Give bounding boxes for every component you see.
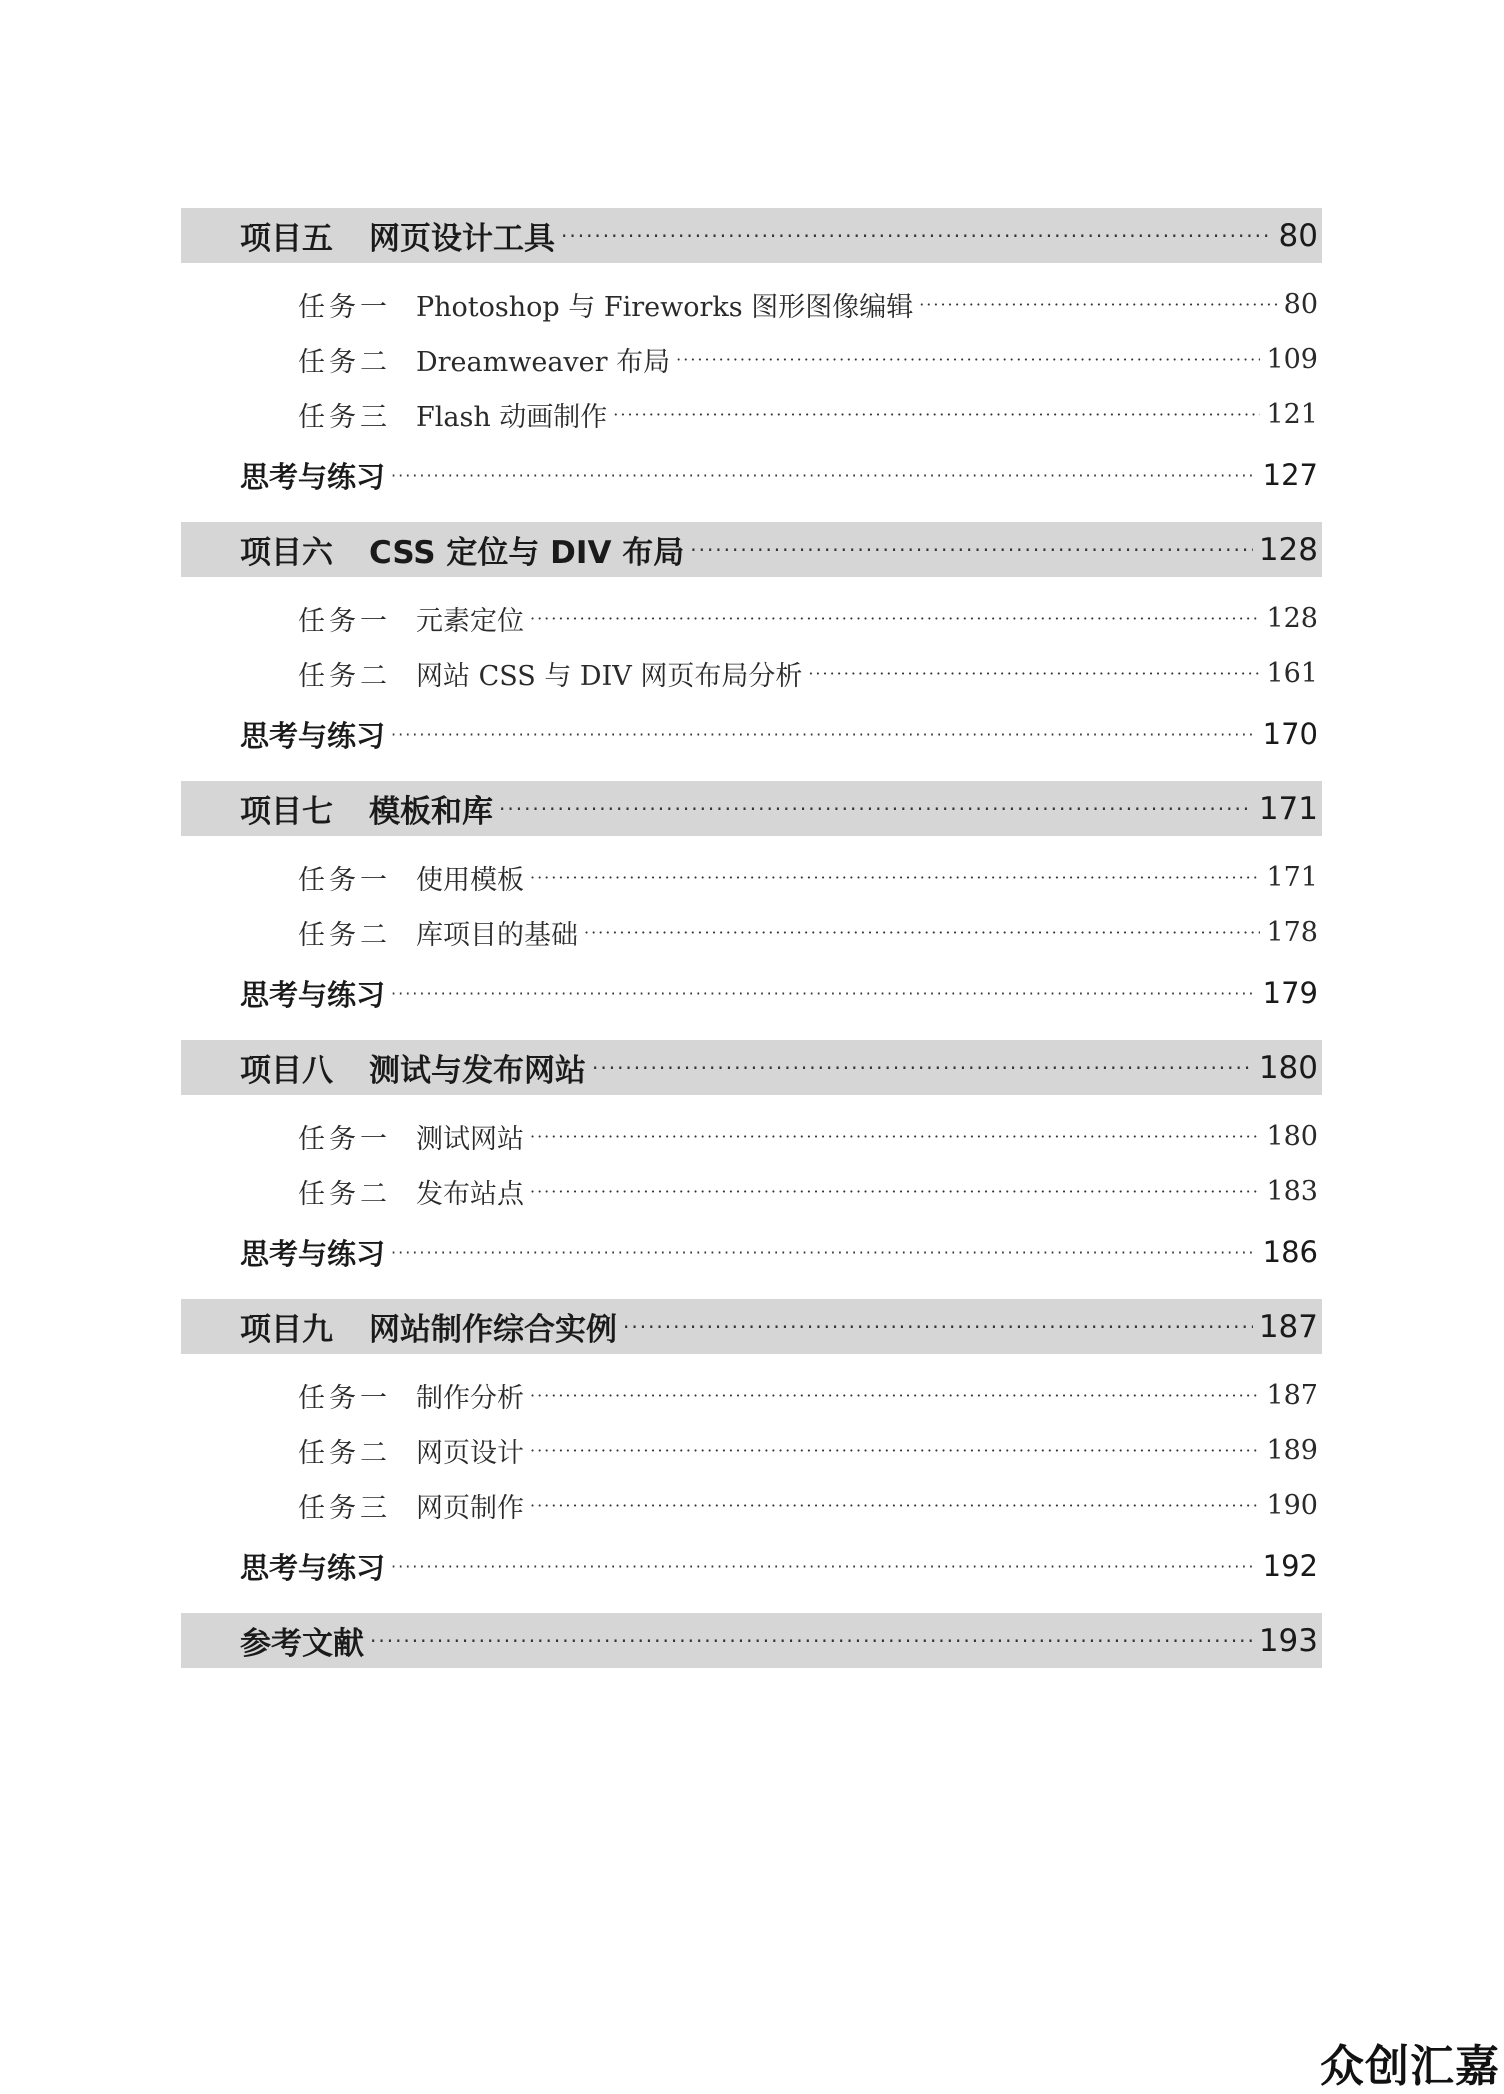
leader-dots bbox=[391, 466, 1257, 485]
task-title: 网页设计 bbox=[416, 1438, 524, 1469]
task-entry[interactable] bbox=[181, 277, 1322, 332]
leader-dots bbox=[676, 350, 1260, 369]
leader-dots bbox=[530, 1386, 1260, 1405]
leader-dots bbox=[391, 725, 1257, 744]
task-title: 发布站点 bbox=[416, 1179, 524, 1210]
task-title: 元素定位 bbox=[416, 606, 524, 637]
task-number: 任务一 bbox=[298, 865, 391, 896]
page-number: 161 bbox=[1266, 658, 1318, 689]
exercise-label: 思考与练习 bbox=[240, 1550, 386, 1585]
task-entry[interactable] bbox=[181, 646, 1322, 701]
page-number: 183 bbox=[1266, 1176, 1318, 1207]
task-entry[interactable] bbox=[181, 591, 1322, 646]
exercise-entry[interactable] bbox=[181, 1533, 1322, 1599]
task-number: 任务二 bbox=[298, 1438, 391, 1469]
page-number: 179 bbox=[1262, 976, 1318, 1010]
task-entry[interactable] bbox=[181, 1478, 1322, 1533]
task-title: 测试网站 bbox=[416, 1124, 524, 1155]
page-number: 170 bbox=[1262, 717, 1318, 751]
table-of-contents bbox=[181, 208, 1322, 1668]
leader-dots bbox=[530, 1182, 1260, 1201]
project-heading[interactable] bbox=[181, 208, 1322, 263]
task-number: 任务三 bbox=[298, 402, 391, 433]
page-number: 189 bbox=[1266, 1435, 1318, 1466]
exercise-entry[interactable] bbox=[181, 701, 1322, 767]
page-number: 187 bbox=[1266, 1380, 1318, 1411]
leader-dots bbox=[530, 1127, 1260, 1146]
project-number: 项目八 bbox=[240, 1053, 333, 1089]
leader-dots bbox=[391, 1243, 1257, 1262]
page-number: 109 bbox=[1266, 344, 1318, 375]
leader-dots bbox=[530, 609, 1260, 628]
task-number: 任务一 bbox=[298, 606, 391, 637]
task-title: 网页制作 bbox=[416, 1493, 524, 1524]
leader-dots bbox=[561, 224, 1273, 248]
leader-dots bbox=[530, 1441, 1260, 1460]
task-title: 制作分析 bbox=[416, 1383, 524, 1414]
leader-dots bbox=[613, 405, 1260, 424]
page-number: 192 bbox=[1262, 1549, 1318, 1583]
task-number: 任务二 bbox=[298, 920, 391, 951]
page-number: 128 bbox=[1266, 603, 1318, 634]
task-entry[interactable] bbox=[181, 1368, 1322, 1423]
project-title: 网站制作综合实例 bbox=[369, 1312, 617, 1348]
page-number: 180 bbox=[1258, 1049, 1318, 1086]
task-title: Photoshop 与 Fireworks 图形图像编辑 bbox=[416, 292, 914, 323]
page-number: 187 bbox=[1258, 1308, 1318, 1345]
leader-dots bbox=[808, 664, 1260, 683]
page-number: 80 bbox=[1283, 289, 1318, 320]
project-number: 项目七 bbox=[240, 794, 333, 830]
task-title: 网站 CSS 与 DIV 网页布局分析 bbox=[416, 661, 803, 692]
task-title: Dreamweaver 布局 bbox=[416, 347, 671, 378]
leader-dots bbox=[690, 538, 1253, 562]
references-heading[interactable] bbox=[181, 1613, 1322, 1668]
leader-dots bbox=[623, 1315, 1253, 1339]
leader-dots bbox=[919, 295, 1277, 314]
references-label: 参考文献 bbox=[240, 1626, 364, 1662]
page-number: 186 bbox=[1262, 1235, 1318, 1269]
project-title: 模板和库 bbox=[369, 794, 493, 830]
project-title: CSS 定位与 DIV 布局 bbox=[369, 535, 685, 571]
project-heading[interactable] bbox=[181, 522, 1322, 577]
exercise-label: 思考与练习 bbox=[240, 1236, 386, 1271]
exercise-label: 思考与练习 bbox=[240, 718, 386, 753]
leader-dots bbox=[530, 1496, 1260, 1515]
task-entry[interactable] bbox=[181, 1164, 1322, 1219]
task-entry[interactable] bbox=[181, 905, 1322, 960]
task-title: 库项目的基础 bbox=[416, 920, 578, 951]
task-title: 使用模板 bbox=[416, 865, 524, 896]
exercise-entry[interactable] bbox=[181, 960, 1322, 1026]
task-number: 任务二 bbox=[298, 347, 391, 378]
task-number: 任务一 bbox=[298, 1383, 391, 1414]
task-entry[interactable] bbox=[181, 1109, 1322, 1164]
task-number: 任务三 bbox=[298, 1493, 391, 1524]
page-number: 193 bbox=[1258, 1622, 1318, 1659]
task-entry[interactable] bbox=[181, 850, 1322, 905]
exercise-label: 思考与练习 bbox=[240, 977, 386, 1012]
exercise-entry[interactable] bbox=[181, 1219, 1322, 1285]
leader-dots bbox=[530, 868, 1260, 887]
task-entry[interactable] bbox=[181, 332, 1322, 387]
task-entry[interactable] bbox=[181, 387, 1322, 442]
watermark-logo: 众创汇嘉 bbox=[1320, 2041, 1500, 2092]
leader-dots bbox=[592, 1056, 1253, 1080]
project-heading[interactable] bbox=[181, 1040, 1322, 1095]
page-number: 171 bbox=[1266, 862, 1318, 893]
project-number: 项目九 bbox=[240, 1312, 333, 1348]
leader-dots bbox=[499, 797, 1253, 821]
page-number: 80 bbox=[1278, 217, 1318, 254]
page-number: 180 bbox=[1266, 1121, 1318, 1152]
page-number: 190 bbox=[1266, 1490, 1318, 1521]
task-number: 任务二 bbox=[298, 661, 391, 692]
page-number: 128 bbox=[1258, 531, 1318, 568]
page-number: 121 bbox=[1266, 399, 1318, 430]
exercise-label: 思考与练习 bbox=[240, 459, 386, 494]
project-heading[interactable] bbox=[181, 1299, 1322, 1354]
leader-dots bbox=[391, 984, 1257, 1003]
project-title: 测试与发布网站 bbox=[369, 1053, 586, 1089]
project-number: 项目六 bbox=[240, 535, 333, 571]
task-number: 任务一 bbox=[298, 292, 391, 323]
page-number: 127 bbox=[1262, 458, 1318, 492]
task-title: Flash 动画制作 bbox=[416, 402, 608, 433]
project-heading[interactable] bbox=[181, 781, 1322, 836]
leader-dots bbox=[391, 1557, 1257, 1576]
task-number: 任务一 bbox=[298, 1124, 391, 1155]
task-entry[interactable] bbox=[181, 1423, 1322, 1478]
page-number: 171 bbox=[1258, 790, 1318, 827]
project-number: 项目五 bbox=[240, 221, 333, 257]
exercise-entry[interactable] bbox=[181, 442, 1322, 508]
leader-dots bbox=[370, 1629, 1253, 1653]
project-title: 网页设计工具 bbox=[369, 221, 555, 257]
page-number: 178 bbox=[1266, 917, 1318, 948]
leader-dots bbox=[584, 923, 1260, 942]
task-number: 任务二 bbox=[298, 1179, 391, 1210]
